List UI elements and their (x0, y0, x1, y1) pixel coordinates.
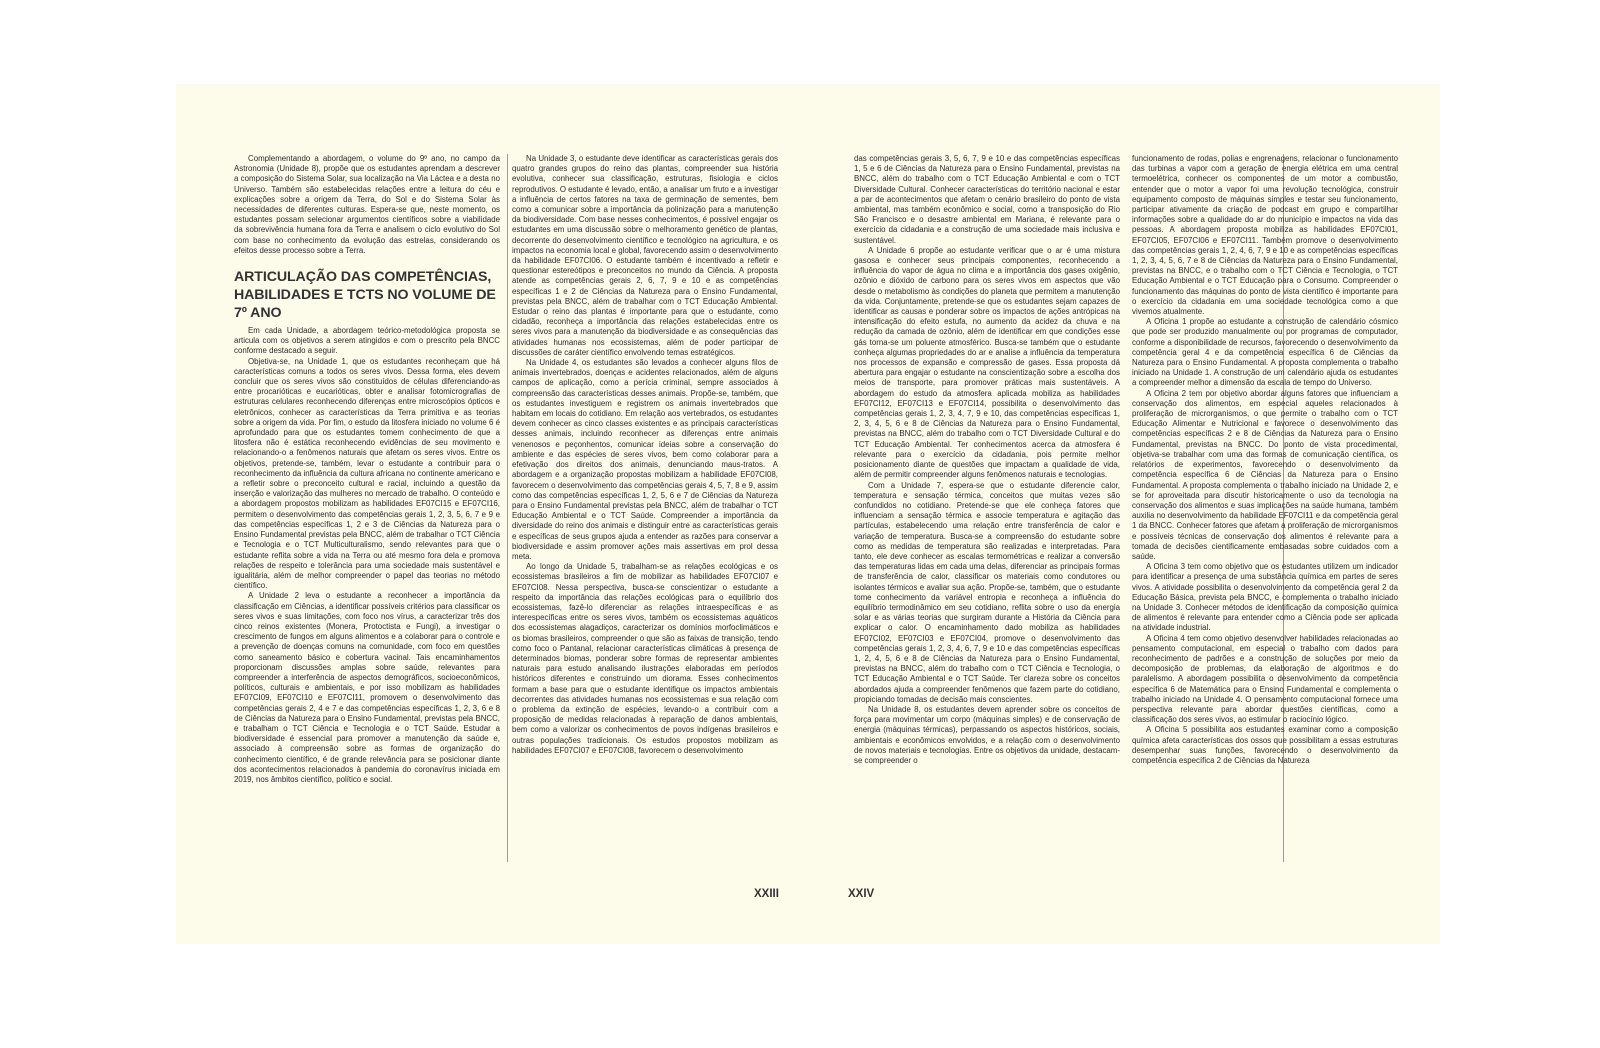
right-page-column-2 (1132, 154, 1398, 870)
paragraph-oficina-3: A Oficina 3 tem como objetivo que os estudantes utilizem um indicador para identificar a presença de uma substância química em partes de seres vivos. A atividade possibilita o desenvolvimento da competência geral 2 da Educação Básica, prevista pela BNCC, e complementa o trabalho iniciado na Unidade 3. Conhecer métodos de identificação da composição química de alimentos é relevante para entender como a Ciência pode ser aplicada na atividade industrial. (1132, 562, 1398, 633)
left-page-column-2 (512, 154, 778, 870)
paragraph-unidade-5: Ao longo da Unidade 5, trabalham-se as relações ecológicas e os ecossistemas brasileiros a fim de mobilizar as habilidades EF07CI07 e EF07CI08. Nessa perspectiva, busca-se conscientizar o estudante a respeito da importância das relações ecológicas para o equilíbrio dos ecossistemas, fazê-lo diferenciar as relações intraespecíficas e as interespecíficas entre os seres vivos, também os ecossistemas aquáticos dos ecossistemas alagadiços, caracterizar os domínios morfoclimáticos e os biomas brasileiros, compreender o que são as faixas de transição, tendo como foco o Pantanal, relacionar características climáticas à presença de determinados biomas, ponderar sobre formas de representar ambientes naturais para estudo analisando ilustrações elaboradas em períodos históricos diferentes e construindo um diorama. Esses conhecimentos formam a base para que o estudante identifique os impactos ambientais decorrentes das atividades humanas nos ecossistemas e sua relação com o problema da extinção de espécies, levando-o a contribuir com a proposição de medidas relacionadas à reparação de danos ambientais, bem como a valorizar os conhecimentos de povos indígenas brasileiros e outras populações tradicionais. Os estudos propostos mobilizam as habilidades EF07CI07 e EF07CI08, favorecem o desenvolvimento (512, 562, 778, 755)
page-number-left: XXIII (754, 888, 779, 900)
paragraph-oficina-1: A Oficina 1 propõe ao estudante a construção de calendário cósmico que pode ser produzido manualmente ou por programas de computador, conforme a disponibilidade de recursos, favorecendo o desenvolvimento da competência geral 4 e da competência específica 6 de Ciências da Natureza para o Ensino Fundamental. A proposta complementa o trabalho iniciado na Unidade 1. A construção de um calendário ajuda os estudantes a compreender melhor a dimensão da escala de tempo do Universo. (1132, 317, 1398, 388)
right-page-column-1 (854, 154, 1120, 870)
paragraph-unidade-3: Na Unidade 3, o estudante deve identificar as características gerais dos quatro grandes grupos do reino das plantas, compreender sua história evolutiva, conhecer sua classificação, estruturas, fisiologia e ciclos reprodutivos. O estudante é levado, então, a analisar um fruto e a investigar a influência de certos fatores na taxa de germinação de sementes, bem como a comunicar sobre a importância da polinização para a manutenção da biodiversidade. Com base nesses conhecimentos, é possível engajar os estudantes em uma discussão sobre o melhoramento genético de plantas, decorrente do desenvolvimento científico e tecnológico na agricultura, e os impactos na economia local e global, favorecendo assim o desenvolvimento da habilidade EF07CI06. O estudante também é incentivado a refletir e questionar estereótipos e preconceitos no mundo da Ciência. A proposta atende as competências gerais 2, 6, 7, 9 e 10 e as competências específicas 1 e 2 de Ciências da Natureza para o Ensino Fundamental, previstas pela BNCC, além de trabalhar com o TCT Educação Ambiental. Estudar o reino das plantas é importante para que o estudante, como cidadão, reconheça a importância das relações estabelecidas entre os seres vivos para a manutenção da biodiversidade e as consequências das atividades humanas nos ecossistemas, além de poder participar de discussões de caráter científico envolvendo temas estratégicos. (512, 154, 778, 357)
paragraph-unidade-7: Com a Unidade 7, espera-se que o estudante diferencie calor, temperatura e sensação térmica, conceitos que muitas vezes são confundidos no cotidiano. Pretende-se que ele conheça fatores que influenciam a sensação térmica e associe temperatura e agitação das partículas, estabelecendo uma relação entre transferência de calor e variação de temperatura. Busca-se a compreensão do estudante sobre como as medidas de temperatura são realizadas e interpretadas. Para tanto, ele deve conhecer as escalas termométricas e realizar a conversão das temperaturas lidas em cada uma delas, diferenciar as principais formas de transferência de calor, classificar os materiais como condutores ou isolantes térmicos e avaliar sua ação. Propõe-se, também, que o estudante tome conhecimento da variável entropia e reconheça a influência do equilíbrio termodinâmico em seu cotidiano, reflita sobre o uso da energia solar e as várias teorias que surgiram durante a História da Ciência para explicar o calor. O encaminhamento dado mobiliza as habilidades EF07CI02, EF07CI03 e EF07CI04, promove o desenvolvimento das competências gerais 1, 2, 3, 4, 6, 7, 9 e 10 e das competências específicas 1, 2, 4, 5, 6 e 8 de Ciências da Natureza para o Ensino Fundamental, previstas na BNCC, além do trabalho com o TCT Ciência e Tecnologia, o TCT Educação Ambiental e o TCT Saúde. Ter clareza sobre os conceitos abordados ajuda a compreender fenômenos que fazem parte do cotidiano, propiciando tomadas de decisão mais conscientes. (854, 480, 1120, 704)
paragraph-oficina-4: A Oficina 4 tem como objetivo desenvolver habilidades relacionadas ao pensamento computacional, em especial o trabalho com dados para reconhecimento de padrões e a construção de soluções por meio da decomposição de problemas, da elaboração de algoritmos e do paralelismo. A abordagem possibilita o desenvolvimento da competência específica 6 de Matemática para o Ensino Fundamental e complementa o trabalho iniciado na Unidade 4. O pensamento computacional fornece uma perspectiva relevante para abordar questões científicas, como a classificação dos seres vivos, ao estimular o raciocínio lógico. (1132, 633, 1398, 725)
page-number-right: XXIV (848, 888, 875, 900)
paragraph-unidade-2: A Unidade 2 leva o estudante a reconhecer a importância da classificação em Ciências, a identificar possíveis critérios para classificar os seres vivos e suas limitações, com foco nos vírus, a caracterizar três dos cinco reinos existentes (Monera, Protoctista e Fungi), a investigar o crescimento de fungos em alguns alimentos e a colaborar para o controle e a prevenção de doenças comuns na comunidade, com foco em questões como saneamento básico e cobertura vacinal. Tais encaminhamentos proporcionam discussões amplas sobre saúde, relevantes para compreender a interferência de aspectos demográficos, socioeconômicos, políticos, culturais e ambientais, e por isso mobilizam as habilidades EF07CI09, EF07CI10 e EF07CI11, promovem o desenvolvimento das competências gerais 2, 4 e 7 e das competências específicas 1, 2, 3, 6 e 8 de Ciências da Natureza para o Ensino Fundamental, previstas pela BNCC, e trabalham o TCT Ciência e Tecnologia e o TCT Saúde. Estudar a biodiversidade é essencial para promover a manutenção da saúde e, associado à compreensão sobre as formas de organização do conhecimento científico, é de grande relevância para se posicionar diante dos acontecimentos relacionados à pandemia do coronavírus iniciada em 2019, nos âmbitos científico, político e social. (234, 591, 500, 784)
paragraph-unidade-1: Objetiva-se, na Unidade 1, que os estudantes reconheçam que há características comuns a todos os seres vivos. Dessa forma, eles devem concluir que os seres vivos são constituídos de células diferenciando-as entre procarióticas e eucarióticas, obter e analisar fotomicrografias de estruturas celulares reconhecendo diferenças entre microscópios ópticos e eletrônicos, conhecer as características da Terra primitiva e as teorias sobre a origem da vida. Por fim, o estudo da litosfera iniciado no volume 6 é aprofundado para que os estudantes tomem conhecimento de que a litosfera não é estática reconhecendo evidências de seu movimento e relacionando-o a fenômenos naturais que afetam os seres vivos. Entre os objetivos, pretende-se, também, levar o estudante a contribuir para o reconhecimento da influência da cultura africana no continente americano e a refletir sobre o preconceito cultural e racial, incluindo a questão da inserção e valorização das mulheres no mercado de trabalho. O conteúdo e a abordagem propostos mobilizam as habilidades EF07CI15 e EF07CI16, permitem o desenvolvimento das competências gerais 1, 2, 3, 5, 6, 7 e 9 e das competências específicas 1, 2 e 3 de Ciências da Natureza para o Ensino Fundamental previstas pela BNCC, além de trabalhar o TCT Ciência e Tecnologia e o TCT Multiculturalismo, sendo relevantes para que o estudante reflita sobre a vida na Terra ou até mesmo fora dela e promova relações de respeito e tolerância para uma sociedade mais sustentável e igualitária, além de melhor compreender o papel das teorias no método científico. (234, 356, 500, 591)
left-page-column-1 (234, 154, 500, 870)
paragraph-continuation: funcionamento de rodas, polias e engrenagens, relacionar o funcionamento das turbinas a vapor com a geração de energia elétrica em uma central termoelétrica, conhecer os componentes de um motor a combustão, entender que o motor a vapor foi uma revolução tecnológica, construir equipamento composto de máquinas simples e testar seu funcionamento, participar ativamente da criação de podcast em grupo e compartilhar informações sobre a qualidade do ar do município e impactos na vida das pessoas. A abordagem proposta mobiliza as habilidades EF07CI01, EF07CI05, EF07CI06 e EF07CI11. Também promove o desenvolvimento das competências gerais 1, 2, 4, 6, 7, 9 e 10 e as competências específicas 1, 2, 3, 4, 5, 6, 7 e 8 de Ciências da Natureza para o Ensino Fundamental, previstas na BNCC, e o trabalho com o TCT Ciência e Tecnologia, o TCT Educação Ambiental e o TCT Educação para o Consumo. Compreender o funcionamento das máquinas do ponto de vista científico é importante para o exercício da cidadania em uma sociedade tecnológica como a que vivemos atualmente. (1132, 154, 1398, 317)
paragraph-unidade-intro: Em cada Unidade, a abordagem teórico-metodológica proposta se articula com os objetivos a serem atingidos e com o prescrito pela BNCC conforme destacado a seguir. (234, 326, 500, 356)
paragraph-oficina-5: A Oficina 5 possibilita aos estudantes examinar como a composição química afeta características dos ossos que possibilitam a essas estruturas desempenhar suas funções, favorecendo o desenvolvimento da competência específica 2 de Ciências da Natureza (1132, 725, 1398, 765)
paragraph-unidade-4: Na Unidade 4, os estudantes são levados a conhecer alguns filos de animais invertebrados, doenças e acidentes relacionados, além de alguns campos de aplicação, como a perícia criminal, sempre associados à compreensão das características desses animais. Propõe-se, também, que os estudantes investiguem e registrem os animais invertebrados que habitam em locais do cotidiano. Em relação aos vertebrados, os estudantes devem conhecer as cinco classes existentes e as principais características desses animais, incluindo reconhecer as diferenças entre animais venenosos e peçonhentos, comunicar ideias sobre a conservação do ambiente e das espécies de seres vivos, bem como colaborar para a efetivação dos direitos dos animais, denunciando maus-tratos. A abordagem e a organização propostas mobilizam a habilidade EF07CI08, favorecem o desenvolvimento das competências gerais 4, 5, 7, 8 e 9, assim como das competências específicas 1, 2, 5, 6 e 7 de Ciências da Natureza para o Ensino Fundamental previstas pela BNCC, além de trabalhar o TCT Educação Ambiental e o TCT Saúde. Compreender a importância da diversidade do reino dos animais e distinguir entre as características gerais e específicas de seus grupos ajuda a entender as razões para conservar a biodiversidade e assim promover ações mais assertivas em prol dessa meta. (512, 358, 778, 561)
section-heading: ARTICULAÇÃO DAS COMPETÊNCIAS, HABILIDADES E TCTS NO VOLUME DE 7º ANO (234, 269, 496, 322)
column-divider (507, 154, 508, 862)
paragraph-unidade-6: A Unidade 6 propõe ao estudante verificar que o ar é uma mistura gasosa e conhecer seus principais componentes, reconhecendo a influência do vapor de água no clima e a importância dos gases oxigênio, ozônio e dióxido de carbono para os seres vivos em aspectos que vão desde o metabolismo às condições do planeta que permitem a manutenção da vida. Conjuntamente, pretende-se que os estudantes sejam capazes de identificar as causas e ponderar sobre os impactos de ações antrópicas na intensificação do efeito estufa, no aumento da acidez da chuva e na redução da camada de ozônio, além de identificar em que condições esse gás torna-se um poluente atmosférico. Busca-se também que o estudante conheça algumas propriedades do ar e analise a influência da temperatura nos processos de expansão e compressão de gases. Essa proposta dá abertura para engajar o estudante na conscientização sobre a escolha dos meios de transporte, para promover práticas mais sustentáveis. A abordagem do estudo da atmosfera aplicada mobiliza as habilidades EF07CI12, EF07CI13 e EF07CI14, possibilita o desenvolvimento das competências gerais 1, 2, 3, 4, 7, 9 e 10, das competências específicas 1, 2, 3, 4, 5, 6 e 8 de Ciências da Natureza para o Ensino Fundamental, previstas na BNCC, além do trabalho com o TCT Diversidade Cultural e do TCT Educação Ambiental. Ter conhecimentos acerca da atmosfera é relevante para o exercício da cidadania, pois permite melhor posicionamento diante de questões que impactam a qualidade de vida, além de permitir compreender alguns fenômenos naturais e tecnologias. (854, 245, 1120, 480)
paragraph-intro: Complementando a abordagem, o volume do 9º ano, no campo da Astronomia (Unidade 8), propõe que os estudantes aprendam a descrever a composição do Sistema Solar, sua localização na Via Láctea e a desta no Universo. Também são estabelecidas relações entre a leitura do céu e explicações sobre a origem da Terra, do Sol e do Sistema Solar às necessidades de diferentes culturas. Espera-se que, neste momento, os estudantes possam selecionar argumentos científicos sobre a viabilidade da sobrevivência humana fora da Terra e analisem o ciclo evolutivo do Sol com base no conhecimento da evolução das estrelas, considerando os efeitos desse processo sobre a Terra. (234, 154, 500, 255)
paragraph-oficina-2: A Oficina 2 tem por objetivo abordar alguns fatores que influenciam a conservação dos alimentos, em especial aqueles relacionados à proliferação de microrganismos, o que permite o trabalho com o TCT Educação Alimentar e Nutricional e favorece o desenvolvimento das competências específicas 2 e 8 de Ciências da Natureza para o Ensino Fundamental, previstas na BNCC. Do ponto de vista procedimental, objetiva-se trabalhar com uma das formas de comunicação científica, os relatórios de experimentos, favorecendo o desenvolvimento da competência específica 6 de Ciências da Natureza para o Ensino Fundamental. A proposta complementa o trabalho iniciado na Unidade 2, e se for aproveitada para discutir historicamente o uso da tecnologia na conservação dos alimentos e suas implicações na saúde humana, também auxilia no desenvolvimento da habilidade EF07CI11 e da competência geral 1 da BNCC. Conhecer fatores que afetam a proliferação de microrganismos e possíveis técnicas de conservação dos alimentos é relevante para a tomada de decisões cientificamente embasadas sobre cuidados com a saúde. (1132, 388, 1398, 561)
paragraph-unidade-8: Na Unidade 8, os estudantes devem aprender sobre os conceitos de força para movimentar um corpo (máquinas simples) e de conservação de energia (máquinas térmicas), perpassando os aspectos históricos, sociais, ambientais e econômicos envolvidos, e a relação com o desenvolvimento de novos materiais e tecnologias. Entre os objetivos da unidade, destacam-se compreender o (854, 704, 1120, 765)
book-spread (176, 84, 1440, 944)
paragraph-continuation: das competências gerais 3, 5, 6, 7, 9 e 10 e das competências específicas 1, 5 e 6 de Ciências da Natureza para o Ensino Fundamental, previstas na BNCC, além do trabalho com o TCT Educação Ambiental e com o TCT Diversidade Cultural. Conhecer características do território nacional e estar a par de acontecimentos que afetam o cenário brasileiro do ponto de vista ambiental, mas também econômico e social, como a transposição do Rio São Francisco e o desastre ambiental em Mariana, é relevante para o exercício da cidadania e a construção de uma sociedade mais inclusiva e sustentável. (854, 154, 1120, 245)
